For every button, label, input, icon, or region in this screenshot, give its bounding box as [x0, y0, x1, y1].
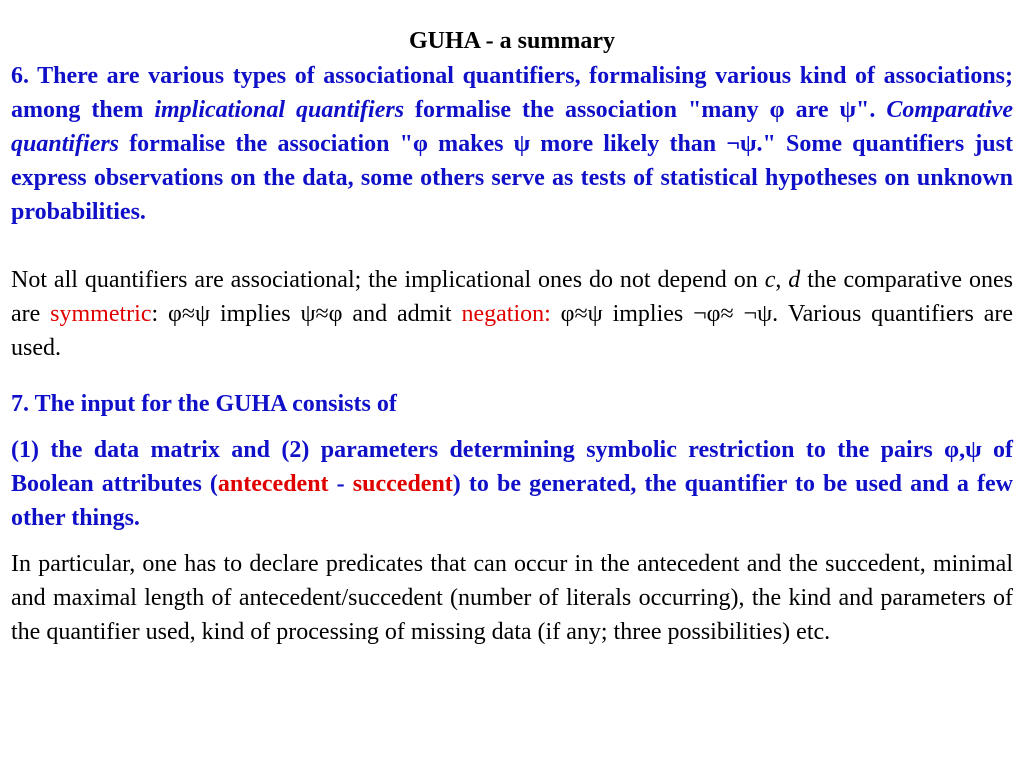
p4-succedent-term: succedent	[352, 471, 453, 497]
p2-text-a: Not all quantifiers are associational; the implicational ones do not depend on	[11, 267, 765, 293]
spacer	[11, 365, 1013, 387]
paragraph-not-all-quantifiers	[11, 263, 1013, 365]
p2-text-d: φ≈ψ implies ¬φ≈ ¬ψ. Various quantifiers are used.	[11, 301, 1013, 361]
p4-antecedent-term: antecedent	[217, 471, 329, 497]
spacer	[11, 421, 1013, 433]
spacer	[11, 535, 1013, 547]
p2-text-c: : φ≈ψ implies ψ≈φ and admit	[151, 301, 462, 327]
paragraph-associational-quantifiers	[11, 59, 1013, 229]
p1-text-c: formalise the association "many φ are ψ".	[404, 97, 887, 123]
p1-comparative-term: Comparative quantifiers	[11, 97, 1013, 157]
p1-text-e: formalise the association "φ makes ψ more likely than ¬ψ." Some quantifiers just express observations on the data, some others serve as tests of statistical hypotheses on unknown probabilities.	[11, 131, 1013, 225]
p2-text-b: the comparative ones are	[11, 267, 1014, 327]
p2-var-d: d	[788, 267, 801, 293]
p2-comma: ,	[775, 267, 789, 293]
slide	[11, 24, 1013, 649]
p1-text-a: 6. There are various types of associational quantifiers, formalising various kind of associations; among them	[11, 63, 1013, 123]
p2-negation-term: negation:	[461, 301, 551, 327]
slide-title: GUHA - a summary	[409, 28, 615, 54]
paragraph-data-matrix	[11, 433, 1013, 535]
p1-implicational-term: implicational quantifiers	[154, 97, 405, 123]
spacer	[11, 229, 1013, 263]
p4-separator: -	[328, 471, 353, 497]
paragraph-declare-predicates: In particular, one has to declare predicates that can occur in the antecedent and the succedent, minimal and maximal length of antecedent/succedent (number of literals occurring), the kind and parameters of the quantifier used, kind of processing of missing data (if any; three possibilities) etc.	[11, 551, 1013, 645]
p4-text-b: ) to be generated, the quantifier to be used and a few other things.	[11, 471, 1014, 531]
paragraph-guha-input-heading: 7. The input for the GUHA consists of	[11, 391, 397, 417]
p4-text-a: (1) the data matrix and (2) parameters determining symbolic restriction to the pairs φ,ψ of Boolean attributes (	[11, 437, 1013, 497]
p2-var-c: c	[764, 267, 776, 293]
p2-symmetric-term: symmetric	[50, 301, 152, 327]
